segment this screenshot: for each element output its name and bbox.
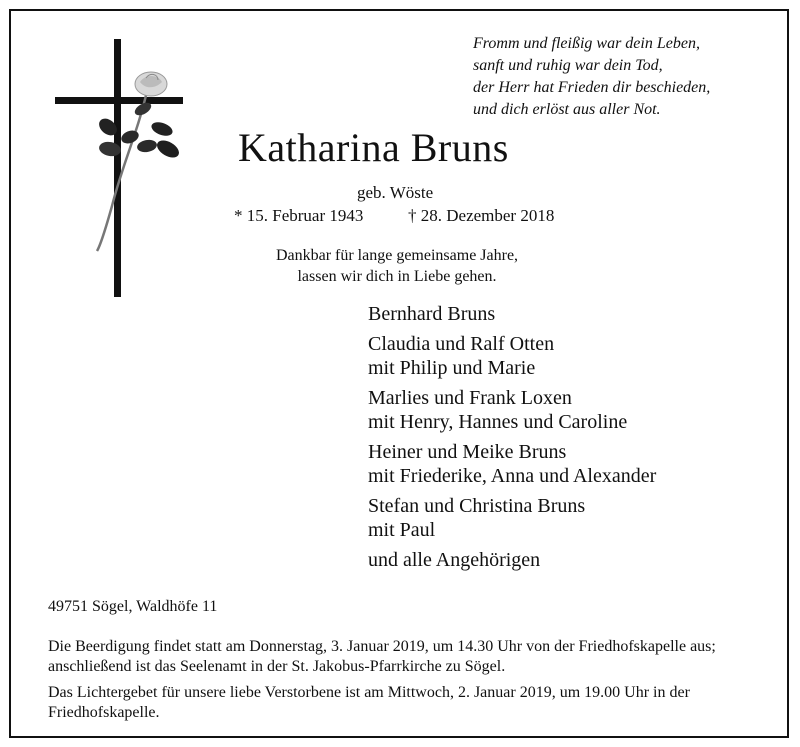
poem-line: sanft und ruhig war dein Tod, (473, 57, 663, 74)
poem (473, 33, 710, 121)
family-line: mit Philip und Marie (368, 357, 536, 379)
address: 49751 Sögel, Waldhöfe 11 (48, 598, 218, 615)
family-group (368, 548, 656, 572)
poem-line: und dich erlöst aus aller Not. (473, 101, 661, 118)
deceased-name: Katharina Bruns (238, 125, 509, 170)
family-line: mit Henry, Hannes und Caroline (368, 411, 628, 433)
dedication-line: Dankbar für lange gemeinsame Jahre, (275, 247, 519, 264)
family-line: Marlies und Frank Loxen (368, 387, 572, 409)
family-group (368, 440, 656, 488)
death-date: † 28. Dezember 2018 (408, 206, 555, 225)
maiden-name: geb. Wöste (357, 183, 434, 202)
dedication (230, 245, 564, 287)
family-group (368, 494, 656, 542)
poem-line: Fromm und fleißig war dein Leben, (473, 35, 700, 52)
birth-date: * 15. Februar 1943 (234, 206, 364, 225)
poem-line: der Herr hat Frieden dir beschieden, (473, 79, 711, 96)
prayer-notice: Das Lichtergebet für unsere liebe Verstorbene ist am Mittwoch, 2. Januar 2019, um 19.00 Uhr in der Friedhofskapelle. (48, 684, 690, 721)
family-group (368, 302, 656, 326)
family-line: mit Paul (368, 519, 436, 541)
family-line: Heiner und Meike Bruns (368, 441, 567, 463)
family-group (368, 332, 656, 380)
funeral-notice: Die Beerdigung findet statt am Donnerstag, 3. Januar 2019, um 14.30 Uhr von der Friedhofskapelle aus; anschließend ist das Seelenamt in der St. Jakobus-Pfarrkirche zu Sögel. (48, 638, 716, 675)
funeral-notices (48, 637, 758, 729)
family-line: Bernhard Bruns (368, 303, 496, 325)
family-line: Stefan und Christina Bruns (368, 495, 586, 517)
family-list (368, 302, 656, 578)
family-line: und alle Angehörigen (368, 549, 541, 571)
family-line: Claudia und Ralf Otten (368, 333, 555, 355)
family-line: mit Friederike, Anna und Alexander (368, 465, 657, 487)
cross-with-rose (50, 36, 190, 301)
dedication-line: lassen wir dich in Liebe gehen. (297, 268, 497, 285)
family-group (368, 386, 656, 434)
